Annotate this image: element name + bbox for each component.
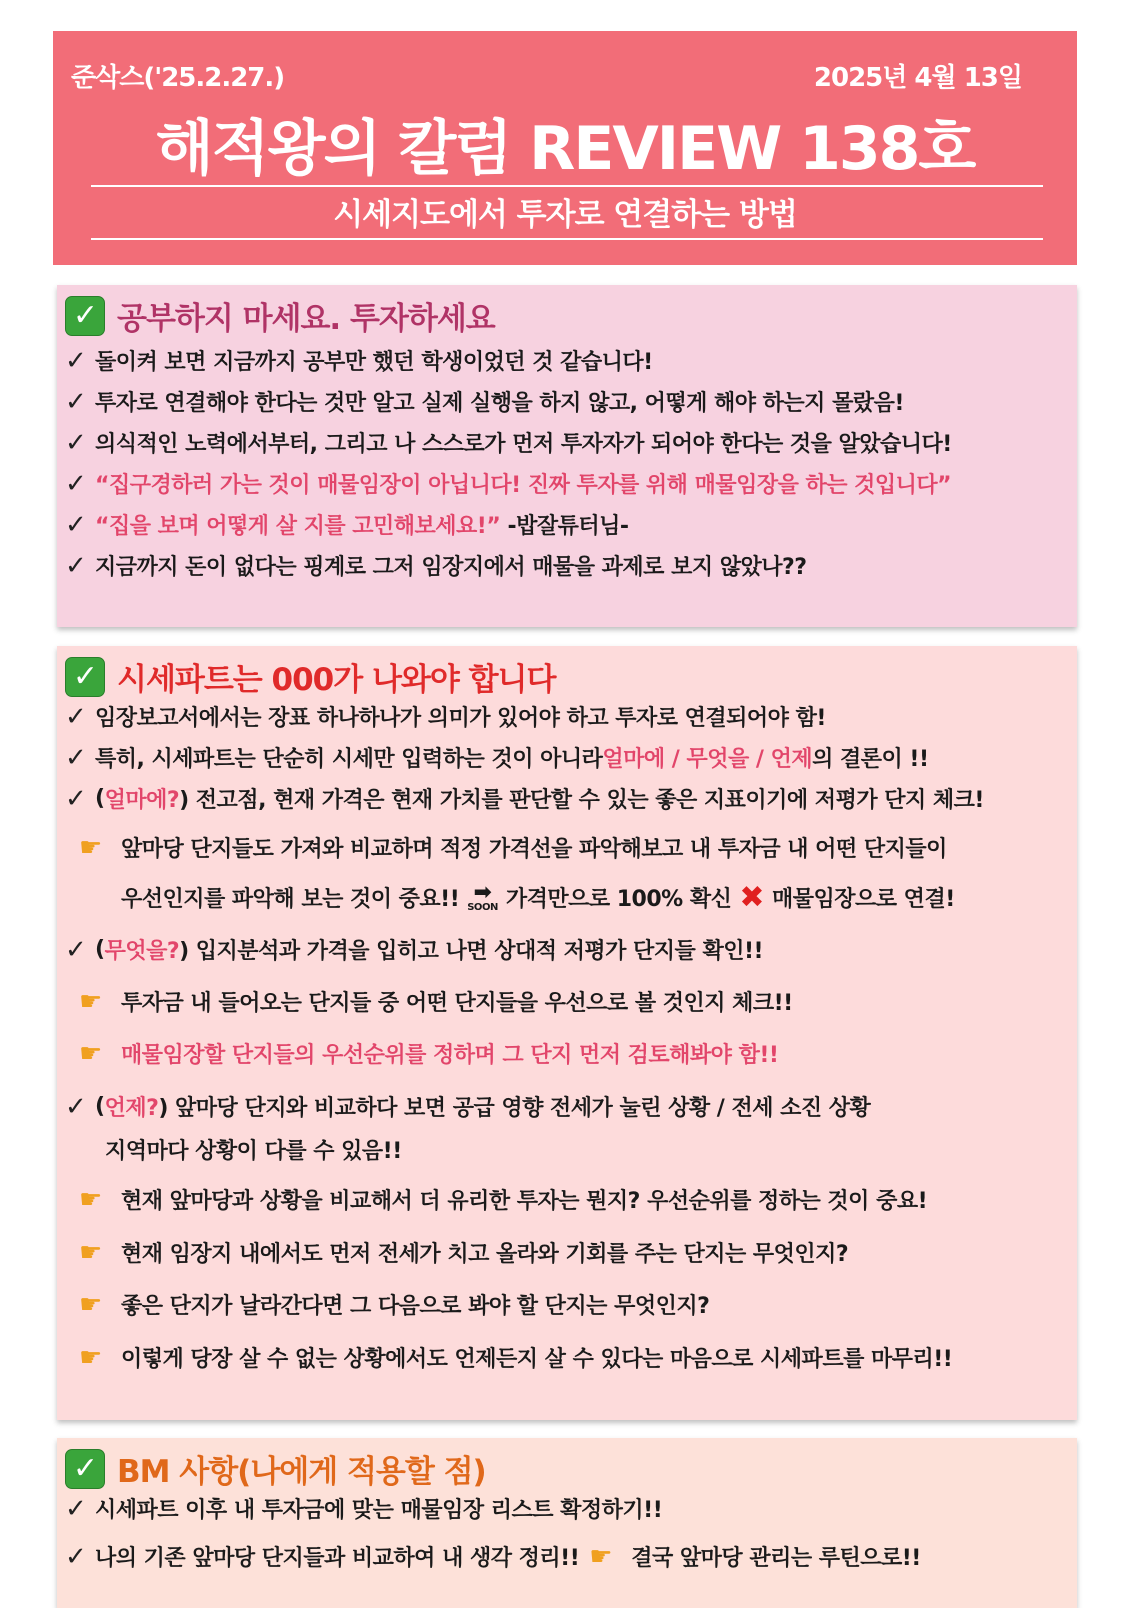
heavy-check-mark-icon: ✓ <box>65 427 87 458</box>
check-mark-button-icon: ✓ <box>65 657 105 697</box>
list-item: ✓ ( 무엇을? ) 입지분석과 가격을 입히고 나면 상대적 저평가 단지들 확인!! <box>65 934 764 965</box>
soon-arrow-icon: ➡ SOON <box>467 879 498 913</box>
cross-mark-icon: ✖ <box>739 880 765 915</box>
list-item: ☛ 이렇게 당장 살 수 없는 상황에서도 언제든지 살 수 있다는 마음으로 시세파트를 마무리!! <box>79 1342 953 1373</box>
heavy-check-mark-icon: ✓ <box>65 783 87 814</box>
divider-top <box>91 185 1043 187</box>
list-item: ✓ “집구경하러 가는 것이 매물임장이 아닙니다! 진짜 투자를 위해 매물임장을 하는 것입니다” <box>65 468 952 499</box>
header-banner <box>53 31 1077 265</box>
list-item: ✓ 지금까지 돈이 없다는 핑계로 그저 임장지에서 매물을 과제로 보지 않았나?? <box>65 550 807 581</box>
list-item: ☛ 현재 임장지 내에서도 먼저 전세가 치고 올라와 기회를 주는 단지는 무엇인지? <box>79 1237 849 1268</box>
section-bm-card <box>57 1438 1077 1608</box>
section-price-card <box>57 646 1077 1420</box>
date-label: 2025년 4월 13일 <box>813 63 1022 93</box>
heavy-check-mark-icon: ✓ <box>65 742 87 773</box>
list-item: ✓ 시세파트 이후 내 투자금에 맞는 매물임장 리스트 확정하기!! <box>65 1493 663 1524</box>
pointing-hand-icon: ☛ <box>79 832 102 863</box>
list-item: ✓ ( 얼마에? ) 전고점, 현재 가격은 현재 가치를 판단할 수 있는 좋은 지표이기에 저평가 단지 체크! <box>65 783 984 814</box>
list-item: ✓ 특히, 시세파트는 단순히 시세만 입력하는 것이 아니라 얼마에 / 무엇을 / 언제 의 결론이 !! <box>65 742 929 773</box>
author-label: 준삭스('25.2.27.) <box>71 63 285 93</box>
list-item: ✓ 의식적인 노력에서부터, 그리고 나 스스로가 먼저 투자자가 되어야 한다는 것을 알았습니다! <box>65 427 952 458</box>
list-item: ☛ 좋은 단지가 날라간다면 그 다음으로 봐야 할 단지는 무엇인지? <box>79 1289 710 1320</box>
list-item: 우선인지를 파악해 보는 것이 중요!! ➡ SOON 가격만으로 100% 확신 ✖ 매물임장으로 연결! <box>121 879 955 915</box>
heavy-check-mark-icon: ✓ <box>65 1091 87 1122</box>
heavy-check-mark-icon: ✓ <box>65 1493 87 1524</box>
heavy-check-mark-icon: ✓ <box>65 468 87 499</box>
heavy-check-mark-icon: ✓ <box>65 345 87 376</box>
heavy-check-mark-icon: ✓ <box>65 509 87 540</box>
list-item: ☛ 매물임장할 단지들의 우선순위를 정하며 그 단지 먼저 검토해봐야 함!! <box>79 1038 779 1069</box>
pointing-hand-icon: ☛ <box>79 1184 102 1215</box>
section-title: ✓ 공부하지 마세요. 투자하세요 <box>65 293 495 338</box>
list-item: ✓ “집을 보며 어떻게 살 지를 고민해보세요!” -밥잘튜터님- <box>65 509 629 540</box>
heavy-check-mark-icon: ✓ <box>65 701 87 732</box>
section-title: ✓ BM 사항(나에게 적용할 점) <box>65 1446 486 1491</box>
check-mark-button-icon: ✓ <box>65 296 105 336</box>
heavy-check-mark-icon: ✓ <box>65 550 87 581</box>
list-item: ✓ 돌이켜 보면 지금까지 공부만 했던 학생이었던 것 같습니다! <box>65 345 653 376</box>
list-item: ✓ 투자로 연결해야 한다는 것만 알고 실제 실행을 하지 않고, 어떻게 해야 하는지 몰랐음! <box>65 386 904 417</box>
pointing-hand-icon: ☛ <box>79 1038 102 1069</box>
list-item: ✓ 임장보고서에서는 장표 하나하나가 의미가 있어야 하고 투자로 연결되어야 함! <box>65 701 826 732</box>
pointing-hand-icon: ☛ <box>79 1342 102 1373</box>
list-item: ✓ 나의 기존 앞마당 단지들과 비교하여 내 생각 정리!! ☛ 결국 앞마당 관리는 루틴으로!! <box>65 1541 921 1572</box>
list-item: ☛ 앞마당 단지들도 가져와 비교하며 적정 가격선을 파악해보고 내 투자금 내 어떤 단지들이 <box>79 832 947 863</box>
pointing-hand-icon: ☛ <box>79 1289 102 1320</box>
page-subtitle: 시세지도에서 투자로 연결하는 방법 <box>333 197 797 233</box>
list-item: ☛ 투자금 내 들어오는 단지들 중 어떤 단지들을 우선으로 볼 것인지 체크!! <box>79 986 793 1017</box>
section-title: ✓ 시세파트는 000가 나와야 합니다 <box>65 654 555 699</box>
heavy-check-mark-icon: ✓ <box>65 1541 87 1572</box>
pointing-hand-icon: ☛ <box>79 1237 102 1268</box>
section-study-card <box>57 285 1077 627</box>
list-item: ✓ ( 언제? ) 앞마당 단지와 비교하다 보면 공급 영향 전세가 눌린 상황 / 전세 소진 상황 <box>65 1091 871 1122</box>
check-mark-button-icon: ✓ <box>65 1449 105 1489</box>
heavy-check-mark-icon: ✓ <box>65 386 87 417</box>
pointing-hand-icon: ☛ <box>589 1541 613 1572</box>
page-title: 해적왕의 칼럼 REVIEW 138호 <box>155 114 975 184</box>
list-item: ☛ 현재 앞마당과 상황을 비교해서 더 유리한 투자는 뭔지? 우선순위를 정하는 것이 중요! <box>79 1184 928 1215</box>
heavy-check-mark-icon: ✓ <box>65 934 87 965</box>
pointing-hand-icon: ☛ <box>79 986 102 1017</box>
list-item: 지역마다 상황이 다를 수 있음!! <box>105 1139 402 1164</box>
divider-bottom <box>91 238 1043 240</box>
